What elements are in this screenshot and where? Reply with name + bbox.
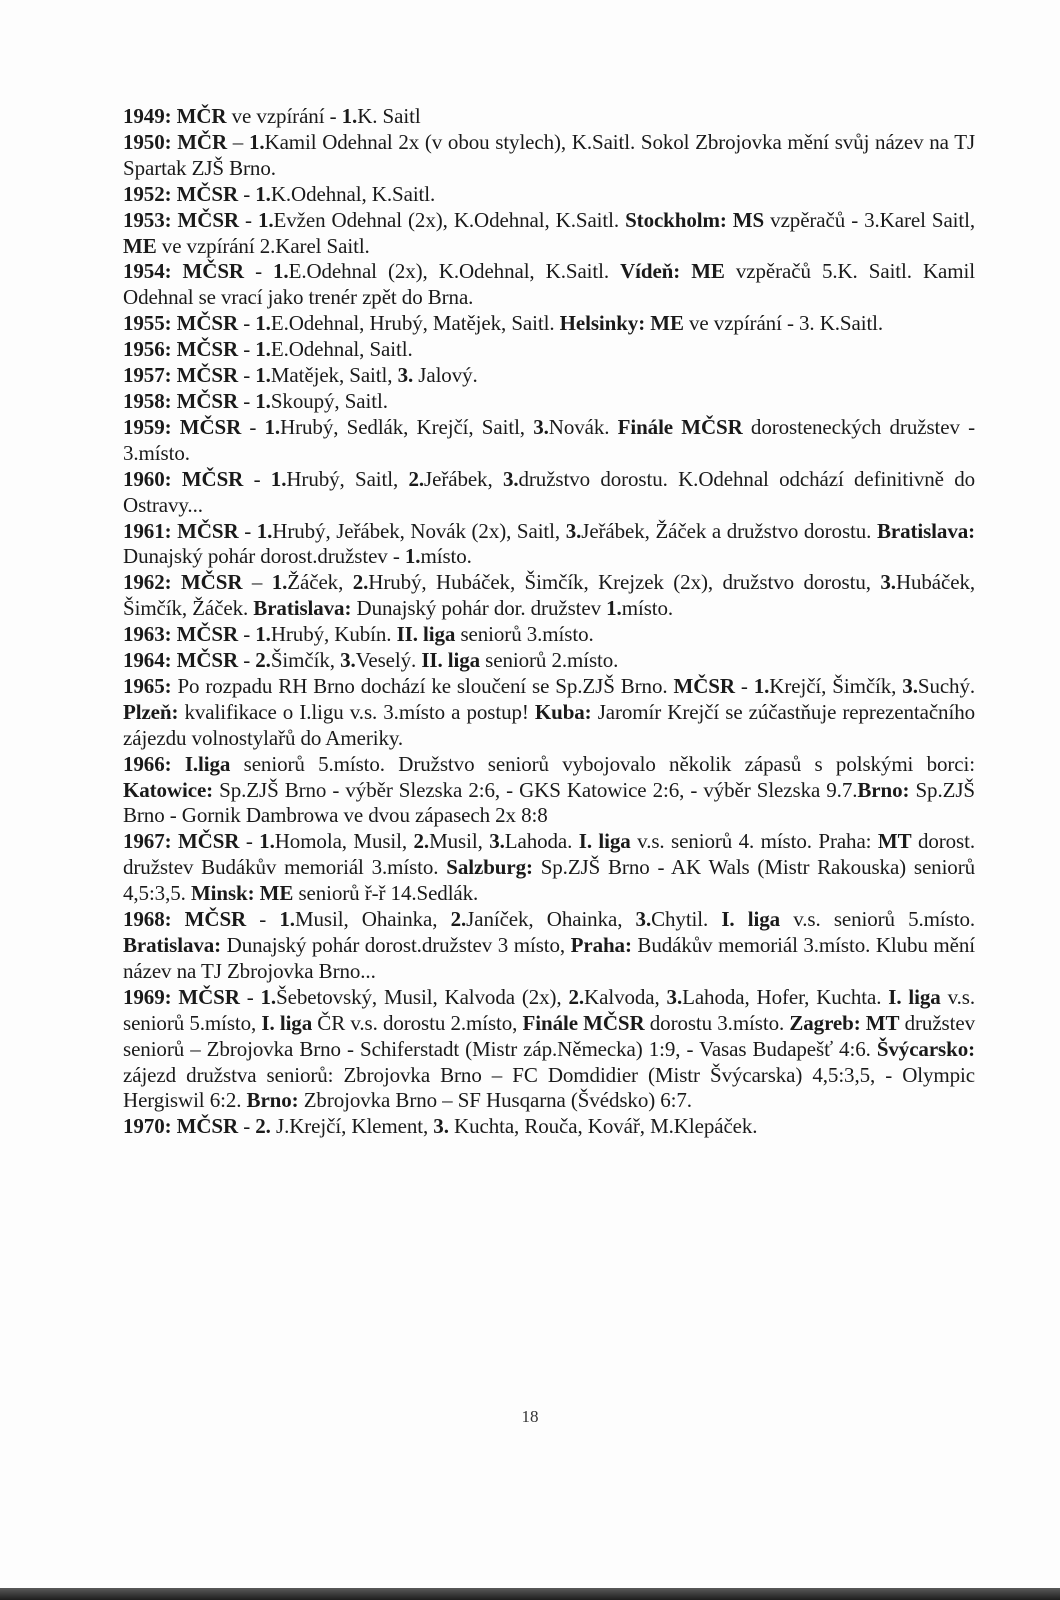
bold-run: 1964: MČSR [123, 648, 239, 673]
text-run: Šebetovský, Musil, Kalvoda (2x), [276, 984, 569, 1009]
bold-run: 3. [666, 984, 683, 1009]
bold-run: Švýcarsko: [876, 1036, 975, 1061]
bold-run: 1963: MČSR [123, 622, 239, 647]
bold-run: 1. [255, 337, 271, 362]
text-run: - [239, 984, 261, 1009]
bold-run: 1970: MČSR [123, 1114, 239, 1139]
bold-run: Brno: [246, 1088, 299, 1113]
text-run: - [241, 414, 265, 439]
text-run: Sp.ZJŠ Brno - Gornik Dambrowa ve dvou zápasech 2x 8:8 [123, 777, 975, 828]
text-run: - [238, 207, 258, 232]
text-run: - [244, 259, 274, 284]
bold-run: 1. [255, 181, 271, 206]
bold-run: 1. [257, 207, 274, 232]
text-run: Budákův memoriál 3.místo. Klubu mění název na TJ Zbrojovka Brno... [123, 933, 975, 983]
text-run: - [239, 829, 260, 854]
bold-run: 1. [279, 907, 295, 932]
text-run: místo. [621, 596, 674, 621]
text-run: - [238, 622, 256, 647]
text-run: Hrubý, Kubín. [270, 622, 397, 647]
text-run: - [238, 363, 256, 388]
text-run: ČR v.s. dorostu 2.místo, [312, 1010, 523, 1035]
text-run: E.Odehnal (2x), K.Odehnal, K.Saitl. [288, 259, 621, 284]
text-run: místo. [420, 544, 472, 569]
chronicle-entry [123, 752, 975, 830]
text-run: vzpěračů - 3.Karel Saitl, [764, 207, 976, 232]
bold-run: 3. [489, 829, 505, 854]
bold-run: II. liga [396, 622, 456, 647]
bold-run: Finále MČSR [617, 414, 743, 439]
text-run: Novák. [548, 414, 618, 439]
bold-run: 1961: MČSR [123, 518, 239, 543]
text-run: Zbrojovka Brno – SF Husqarna (Švédsko) 6:7. [298, 1088, 692, 1113]
text-run: - [238, 388, 256, 413]
text-run: - [243, 466, 271, 491]
text-run: dorost. družstev Budákův memoriál 3.místo. [123, 829, 976, 880]
chronicle-entry [123, 415, 975, 467]
bold-run: 1. [259, 829, 275, 854]
text-run: Evžen Odehnal (2x), K.Odehnal, K.Saitl. [273, 207, 626, 232]
chronicle-text [123, 104, 975, 1140]
bold-run: Brno: [857, 777, 910, 802]
bold-run: ME [123, 233, 157, 258]
text-run: Jaromír Krejčí se zúčastňuje reprezentačního zájezdu volnostylařů do Ameriky. [123, 699, 975, 750]
text-run: - [238, 1114, 256, 1139]
chronicle-entry [123, 648, 975, 674]
text-run: družstev seniorů – Zbrojovka Brno - Schiferstadt (Mistr záp.Německa) 1:9, - Vasas Budapešť 4:6. [123, 1010, 975, 1061]
text-run: Hrubý, Saitl, [286, 466, 409, 491]
bold-run: 3. [340, 648, 356, 673]
bold-run: 1. [255, 388, 271, 413]
bold-run: I. liga [578, 829, 631, 854]
text-run: Hrubý, Hubáček, Šimčík, Krejzek (2x), družstvo dorostu, [368, 570, 881, 595]
text-run: Jeřábek, [424, 466, 503, 491]
bold-run: Bratislava: [876, 518, 976, 543]
bold-run: Katowice: [123, 777, 214, 802]
bold-run: 3. [433, 1114, 449, 1139]
bold-run: MČSR [673, 673, 735, 698]
scan-edge [0, 1588, 1060, 1600]
text-run: Dunajský pohár dorost.družstev 3 místo, [221, 933, 571, 957]
text-run: Suchý. [917, 673, 976, 698]
text-run: Po rozpadu RH Brno dochází ke sloučení se Sp.ZJŠ Brno. [171, 673, 674, 698]
chronicle-entry [123, 363, 975, 389]
chronicle-entry [123, 337, 975, 363]
text-run: ve vzpírání - 3. K.Saitl. [683, 311, 884, 336]
bold-run: Vídeň: ME [620, 259, 725, 284]
chronicle-entry [123, 674, 975, 752]
chronicle-entry [123, 208, 975, 260]
bold-run: Minsk: ME [190, 881, 294, 906]
bold-run: Bratislava: [253, 596, 352, 621]
text-run: J.Krejčí, Klement, [270, 1114, 434, 1139]
bold-run: 1. [753, 673, 770, 698]
text-run: E.Odehnal, Saitl. [270, 337, 413, 362]
bold-run: 1. [606, 596, 622, 621]
bold-run: 1953: MČSR [123, 207, 239, 232]
chronicle-entry [123, 1114, 975, 1140]
bold-run: 1. [404, 544, 421, 569]
chronicle-entry [123, 519, 975, 571]
text-run: – [227, 129, 249, 154]
bold-run: 3. [533, 414, 549, 439]
text-run: Lahoda. [504, 829, 579, 854]
bold-run: 2. [568, 984, 585, 1009]
text-run: Skoupý, Saitl. [270, 388, 388, 413]
bold-run: I. liga [261, 1010, 313, 1035]
text-run: seniorů 3.místo. [455, 622, 594, 647]
text-run: Kuchta, Rouča, Kovář, M.Klepáček. [448, 1114, 758, 1139]
bold-run: 1. [248, 129, 265, 154]
bold-run: 1. [260, 984, 277, 1009]
text-run: Hrubý, Jeřábek, Novák (2x), Saitl, [272, 518, 566, 543]
text-run: ve vzpírání 2.Karel Saitl. [156, 233, 370, 258]
bold-run: 1960: MČSR [123, 466, 244, 491]
text-run: Veselý. [355, 648, 422, 673]
text-run: Sp.ZJŠ Brno - výběr Slezska 2:6, - GKS Katowice 2:6, - výběr Slezska 9.7. [213, 777, 858, 802]
bold-run: 1954: MČSR [123, 259, 244, 284]
bold-run: II. liga [421, 648, 481, 673]
page-number: 18 [521, 1407, 539, 1426]
bold-run: 2. [352, 570, 369, 595]
bold-run: 1. [255, 311, 271, 336]
chronicle-entry [123, 104, 975, 130]
text-run: K.Odehnal, K.Saitl. [270, 181, 436, 206]
text-run: seniorů 5.místo. Družstvo seniorů vybojovalo několik zápasů s polskými borci: [230, 751, 975, 776]
bold-run: Bratislava: [123, 933, 222, 957]
text-run: Jalový. [413, 363, 478, 388]
bold-run: 1. [255, 622, 271, 647]
text-run: Janíček, Ohainka, [466, 907, 636, 932]
bold-run: Praha: [570, 933, 632, 957]
bold-run: 1. [264, 414, 281, 439]
bold-run: 3. [565, 518, 582, 543]
text-run: seniorů ř-ř 14.Sedlák. [293, 881, 479, 906]
bold-run: 3. [502, 466, 519, 491]
text-run: - [238, 311, 256, 336]
text-run: E.Odehnal, Hrubý, Matějek, Saitl. [270, 311, 560, 336]
chronicle-entry [123, 622, 975, 648]
bold-run: Stockholm: MS [625, 207, 765, 232]
bold-run: Zagreb: MT [789, 1010, 900, 1035]
text-run: - [238, 181, 256, 206]
text-run: Sp.ZJŠ Brno - AK Wals (Mistr Rakouska) seniorů 4,5:3,5. [123, 855, 975, 906]
chronicle-entry [123, 259, 975, 311]
bold-run: Helsinky: ME [559, 311, 684, 336]
bold-run: 1957: MČSR [123, 363, 239, 388]
bold-run: 1965: [123, 673, 172, 698]
bold-run: I. liga [888, 984, 941, 1009]
text-run: Kamil Odehnal 2x (v obou stylech), K.Saitl. Sokol Zbrojovka mění svůj název na TJ Spartak ZJŠ Brno. [123, 129, 976, 180]
chronicle-entry [123, 467, 975, 519]
text-run: Dunajský pohár dor. družstev [351, 596, 607, 621]
chronicle-entry [123, 829, 975, 907]
text-run: Žáček, [287, 570, 353, 595]
bold-run: 3. [397, 363, 414, 388]
chronicle-entry [123, 311, 975, 337]
chronicle-entry [123, 570, 975, 622]
bold-run: 1952: MČSR [123, 181, 239, 206]
bold-run: 1. [255, 363, 271, 388]
bold-run: 1. [273, 259, 289, 284]
text-run: - [734, 673, 754, 698]
text-run: Lahoda, Hofer, Kuchta. [682, 984, 889, 1009]
bold-run: Kuba: [534, 699, 592, 724]
text-run: v.s. seniorů 5.místo, [123, 984, 975, 1035]
text-run: Hubáček, Šimčík, Žáček. [123, 570, 976, 621]
text-run: zájezd družstva seniorů: Zbrojovka Brno – FC Domdidier (Mistr Švýcarska) 4,5:3,5, - Olympic Hergiswil 6:2. [123, 1062, 975, 1113]
text-run: seniorů 2.místo. [480, 648, 619, 673]
text-run: Matějek, Saitl, [270, 363, 398, 388]
text-run: dorostu 3.místo. [644, 1010, 790, 1035]
bold-run: I. liga [721, 907, 781, 932]
chronicle-entry [123, 389, 975, 415]
bold-run: 1. [256, 518, 273, 543]
text-run: ve vzpírání - [226, 104, 342, 128]
bold-run: 1949: MČR [123, 104, 227, 128]
text-run: - [238, 337, 256, 362]
text-run: - [238, 518, 257, 543]
bold-run: 1966: I.liga [123, 751, 231, 776]
bold-run: 2. [255, 1114, 271, 1139]
text-run: v.s. seniorů 4. místo. Praha: [630, 829, 878, 854]
chronicle-entry [123, 985, 975, 1115]
text-run: - [238, 648, 256, 673]
bold-run: 1967: MČSR [123, 829, 240, 854]
bold-run: 1968: MČSR [123, 907, 247, 932]
text-run: - [246, 907, 280, 932]
bold-run: 1955: MČSR [123, 311, 239, 336]
bold-run: 2. [255, 648, 271, 673]
bold-run: 3. [880, 570, 896, 595]
bold-run: 2. [408, 466, 425, 491]
text-run: Chytil. [651, 907, 722, 932]
bold-run: 1956: MČSR [123, 337, 239, 362]
bold-run: 1959: MČSR [123, 414, 242, 439]
text-run: dorosteneckých družstev - 3.místo. [123, 414, 975, 465]
bold-run: 2. [450, 907, 467, 932]
text-run: v.s. seniorů 5.místo. [780, 907, 976, 932]
text-run: kvalifikace o I.ligu v.s. 3.místo a postup! [178, 699, 535, 724]
bold-run: 1. [271, 570, 288, 595]
text-run: vzpěračů 5.K. Saitl. Kamil Odehnal se vrací jako trenér zpět do Brna. [123, 259, 975, 310]
text-run: Hrubý, Sedlák, Krejčí, Saitl, [280, 414, 534, 439]
bold-run: Finále MČSR [522, 1010, 645, 1035]
bold-run: 1. [341, 104, 358, 128]
bold-run: 1969: MČSR [123, 984, 240, 1009]
bold-run: 1950: MČR [123, 129, 228, 154]
text-run: Jeřábek, Žáček a družstvo dorostu. [581, 518, 877, 543]
text-run: Šimčík, [270, 648, 341, 673]
text-run: Kalvoda, [584, 984, 667, 1009]
bold-run: 3. [635, 907, 652, 932]
chronicle-entry [123, 182, 975, 208]
bold-run: 1962: MČSR [123, 570, 243, 595]
bold-run: 1958: MČSR [123, 388, 239, 413]
bold-run: 1. [270, 466, 287, 491]
chronicle-entry [123, 907, 975, 985]
text-run: Krejčí, Šimčík, [769, 673, 903, 698]
bold-run: Salzburg: [446, 855, 533, 880]
text-run: Dunajský pohár dorost.družstev - [123, 544, 405, 569]
bold-run: 2. [413, 829, 430, 854]
bold-run: MT [877, 829, 912, 854]
text-run: Musil, [429, 829, 490, 854]
text-run: Musil, Ohainka, [294, 907, 451, 932]
bold-run: 3. [902, 673, 918, 698]
text-run: družstvo dorostu. K.Odehnal odchází definitivně do Ostravy... [123, 466, 976, 517]
text-run: K. Saitl [357, 104, 421, 128]
text-run: Homola, Musil, [274, 829, 414, 854]
text-run: – [242, 570, 272, 595]
bold-run: Plzeň: [123, 699, 179, 724]
chronicle-entry [123, 130, 975, 182]
